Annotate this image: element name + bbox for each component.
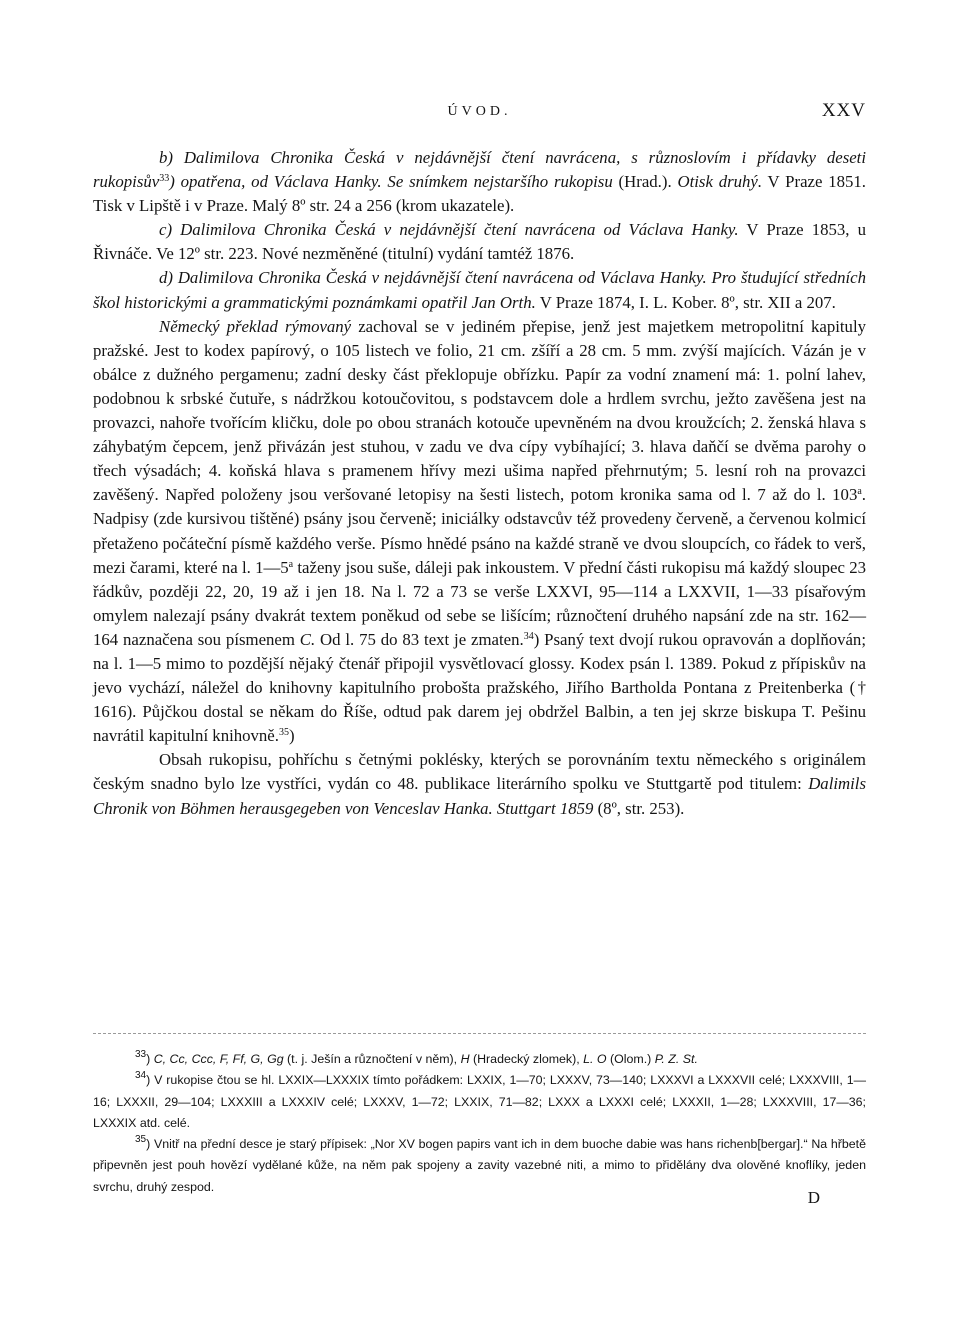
running-title: ÚVOD. xyxy=(447,104,512,119)
entry-title-cont: ) opatřena, od Václava Hanky. Se snímkem nejstaršího rukopisu xyxy=(169,172,613,192)
edition-entry-b xyxy=(93,146,866,218)
entry-plain: (Hrad.). xyxy=(612,172,678,192)
footnote-ref: 33 xyxy=(159,173,170,185)
footnote-number: 33 xyxy=(135,1049,147,1060)
entry-marker: d) xyxy=(159,268,173,288)
paragraph-text: ) xyxy=(288,726,295,746)
entry-details: V Praze 1853, u Řivnáče. Ve 12º str. 223. Nové nezměněné (titulní) vydání tamtéž 1876. xyxy=(93,220,866,264)
footnote-text: ) xyxy=(146,1052,154,1066)
entry-title: Dalimilova Chronika Česká v nejdávnější čtení navrácena od Václava Hanky. Pro študující středních škol historickými a grammatickými poznámkami opatřil Jan Orth. xyxy=(93,268,866,312)
footnote-ref: 35 xyxy=(278,727,289,739)
publication-title: Dalimils Chronik von Böhmen herausgegeben von Venceslav Hanka. Stuttgart 1859 xyxy=(93,774,866,818)
siglum: C. xyxy=(299,629,316,649)
paragraph-text: zachoval se v jediném přepise, jenž jest majetkem metropolitní kapituly pražské. Jest to kodex papírový, o 105 listech ve folio, 21 cm. zšíří a 28 cm. 5 mm. zvýší majících. Vázán je v obálce z dužného pergamenu; zadní desky část překlopuje obřízku. Papír za vodní znamení má: 1. polní lahev, podobnou k srbské čutuře, s nádržkou kotoučovitou, s podstavcem dole a hrdlem svrchu, ježto zavěšena jest na provazci, nahoře tvořícím kličku, dole po obou stranách kotouče upevněném na dvou kroužcích; 2. ženská hlava s záhybatým čepcem, jenž přivázán jest stuhou, v zadu ve dva cípy vybíhající; 3. hlava daňčí se dvěma parohy o třech výsadách; 4. koňská hlava s pramenem hřívy mezi ušima napřed přehrnutým; 5. lesní roh na provazci zavěšený. Napřed položeny jsou veršované letopisy na šesti listech, potom kronika sama od l. 7 až do l. 103 xyxy=(93,316,866,505)
paragraph-text: Od l. 75 do 83 text je zmaten. xyxy=(315,629,524,649)
superscript: a xyxy=(857,486,862,498)
footnote-text: P. Z. St. xyxy=(654,1052,698,1066)
entry-marker: c) xyxy=(159,220,173,240)
footnote-34 xyxy=(93,1070,866,1134)
footnote-text: (Olom.) xyxy=(606,1052,655,1066)
paragraph-content xyxy=(93,748,866,820)
paragraph-lead: Německý překlad rýmovaný xyxy=(159,316,352,336)
entry-title: Dalimilova Chronika Česká v nejdávnější čtení navrácena, s různoslovím i přídavky deseti rukopisův xyxy=(93,148,866,192)
page-header xyxy=(93,100,866,130)
page-number: XXV xyxy=(821,100,866,121)
footnote-text: (t. j. Ješín a různočtení v něm), xyxy=(283,1052,461,1066)
footnote-text: L. O xyxy=(583,1052,607,1066)
footnote-text: ) Vnitř na přední desce je starý přípisek: „Nor XV bogen papirs vant ich in dem buoche dabie was hans richenb[bergar].“ Na hřbetě připevněn jest pouh hovězí vydělané kůže, na něm pak spojeny a zavity vazebné niti, a mimo to přidělány dva olověné knoflíky, jeden svrchu, druhý zespod. xyxy=(93,1137,866,1194)
entry-title: Dalimilova Chronika Česká v nejdávnější čtení navrácena od Václava Hanky. xyxy=(180,220,739,240)
edition-entry-c xyxy=(93,218,866,266)
footnote-number: 34 xyxy=(135,1070,147,1082)
entry-edition-note: Otisk druhý. xyxy=(677,172,763,192)
entry-details: V Praze 1851. Tisk v Lipště i v Praze. Malý 8º str. 24 a 256 (krom ukazatele). xyxy=(93,172,867,216)
footnotes xyxy=(93,1049,866,1198)
paragraph-german-translation xyxy=(93,315,866,749)
footnote-text: (Hradecký zlomek), xyxy=(469,1052,584,1066)
paragraph-text: taženy jsou suše, dáleji pak inkoustem. V přední části rukopisu má každý sloupec 23 řádkův, později 22, 20, 19 až i jen 18. Na l. 72 a 73 se verše LXXVI, 95—114 a LXXVII, 1—33 písařovým omylem nalezají psány dvakrát textem poněkud od sebe se lišícím; různočtení druhého napsání zde na str. 162—164 naznačena sou písmenem xyxy=(93,557,866,649)
footnote-text: ) V rukopise čtou se hl. LXXIX—LXXXIX tímto pořádkem: LXXIX, 1—70; LXXXV, 73—140; LXXXVI a LXXXVII celé; LXXXVIII, 1—16; LXXXII, 29—104; LXXXIII a LXXXIV celé; LXXXV, 1—72; LXXIX, 71—82; LXXX a LXXXI celé; LXXXII, 1—28; LXXXVIII, 17—36; LXXXIX atd. celé. xyxy=(93,1073,866,1130)
main-text xyxy=(93,146,866,821)
entry-marker: b) xyxy=(159,148,173,167)
paragraph-text: (8º, str. 253). xyxy=(593,798,685,818)
footnote-text: C, Cc, Ccc, F, Ff, G, Gg xyxy=(153,1052,284,1066)
footnote-ref: 34 xyxy=(523,630,534,642)
footnote-33 xyxy=(93,1049,866,1070)
superscript: a xyxy=(288,558,294,570)
footnote-divider xyxy=(93,1033,866,1034)
footnote-text: H xyxy=(460,1052,470,1066)
footnote-number: 35 xyxy=(135,1134,147,1146)
paragraph-text: ) Psaný text dvojí rukou opravován a doplňován; na l. 1—5 mimo to pozdější nějaký čtenář připojil vysvětlovací glossy. Kodex psán l. 1389. Pokud z přípiskův na jevo vychází, náležel do knihovny kapitulního probošta pražského, Jiřího Bartholda Pontana z Preitenberka († 1616). Půjčkou dostal se někam do Říše, odtud pak darem jej obdržel Balbin, a ten jej skrze biskupa T. Pešinu navrátil kapitulní knihovně. xyxy=(93,629,866,746)
entry-details: V Praze 1874, I. L. Kober. 8º, str. XII a 207. xyxy=(535,292,836,312)
paragraph-text: . Nadpisy (zde kursivou tištěné) psány jsou červeně; iniciálky odstavcův též provedeny červeně, a červenou kolmicí přetaženo počáteční písmě každého verše. Písmo hnědé psáno na každé straně ve dvou sloupcích, co řádek to verš, mezi čarami, které na l. 1—5 xyxy=(93,485,866,577)
edition-entry-d xyxy=(93,266,866,314)
signature-mark: D xyxy=(807,1188,820,1207)
footnote-35 xyxy=(93,1134,866,1198)
paragraph-text: Obsah rukopisu, pohříchu s četnými poklésky, kterých se porovnáním textu německého s originálem českým snadno bylo lze vystříci, vydán co 48. publikace literárního spolku ve Stuttgartě pod titulem: xyxy=(93,750,866,794)
